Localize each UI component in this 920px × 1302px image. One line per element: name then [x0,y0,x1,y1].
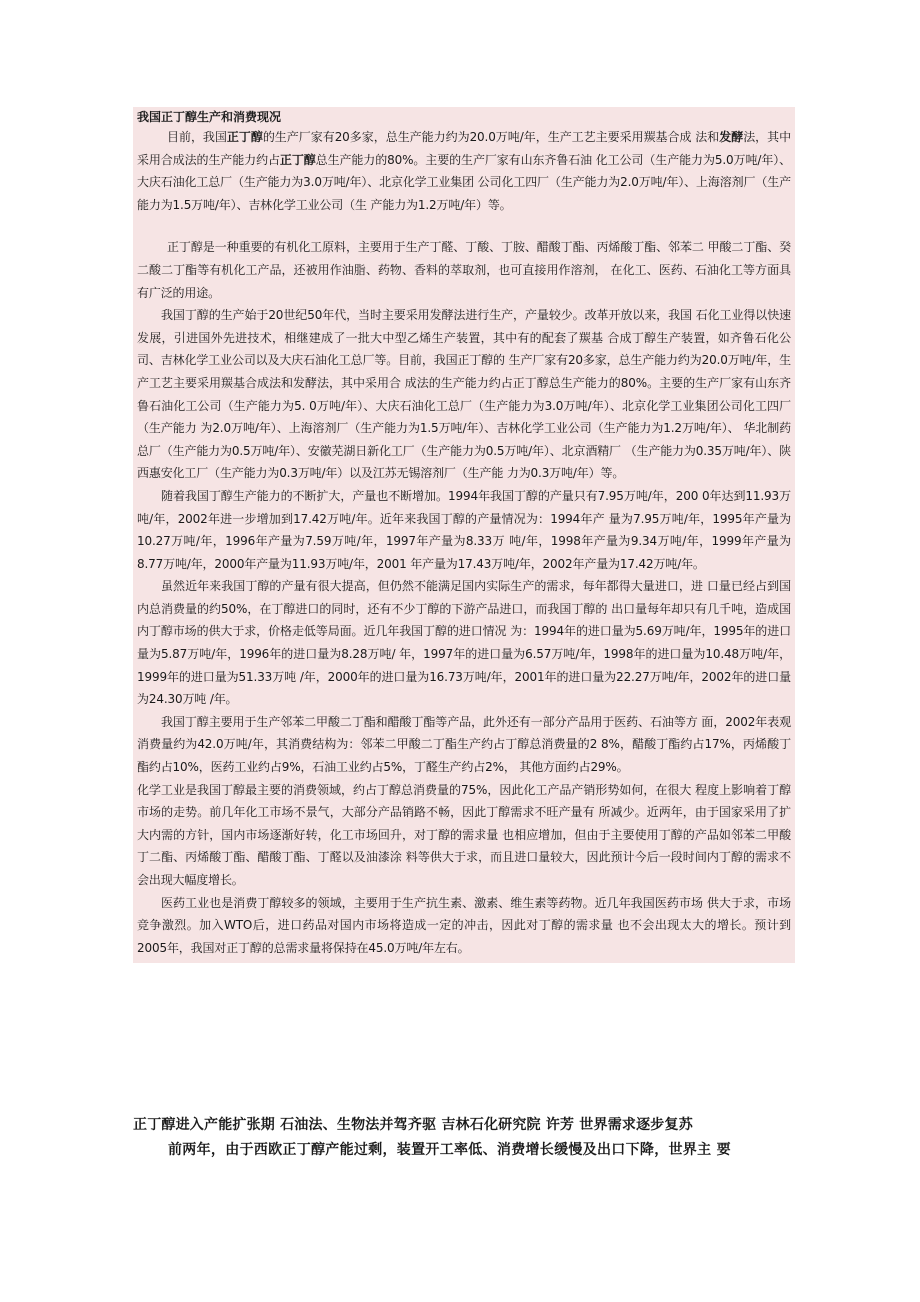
paragraph-chemical-industry: 化学工业是我国丁醇最主要的消费领域，约占丁醇总消费量的75%，因此化工产品产销形势如何，在很大 程度上影响着丁醇市场的走势。前几年化工市场不景气，大部分产品销路不畅，因此丁醇需求不旺产量有 所减少。近两年，由于国家采用了扩大内需的方针，国内市场逐渐好转，化工市场回升，对丁醇的需求量 也相应增加，但由于主要使用丁醇的产品如邻苯二甲酸丁二酯、丙烯酸丁酯、醋酸丁酯、丁醛以及油漆涂 料等供大于求，而且进口量较大，因此预计今后一段时间内丁醇的需求不会出现大幅度增长。 [137,782,791,887]
intro-paragraph: 目前，我国正丁醇的生产厂家有20多家，总生产能力约为20.0万吨/年，生产工艺主要采用羰基合成 法和发酵法，其中采用合成法的生产能力约占正丁醇总生产能力的80%。主要的生产厂家有山东齐鲁石油 化工公司（生产能力为5.0万吨/年）、大庆石油化工总厂（生产能力为3.0万吨/年）、北京化学工业集团 公司化工四厂（生产能力为2.0万吨/年）、上海溶剂厂（生产能力为1.5万吨/年）、吉林化学工业公司（生 产能力为1.2万吨/年）等。 [137,130,791,212]
section-title: 我国正丁醇生产和消费现况 [137,110,282,124]
highlighted-section [133,107,795,963]
paragraph-consumption: 我国丁醇主要用于生产邻苯二甲酸二丁酯和醋酸丁酯等产品，此外还有一部分产品用于医药、石油等方 面，2002年表观消费量约为42.0万吨/年，其消费结构为：邻苯二甲酸二丁酯生产约占丁醇总消费量的2 8%，醋酸丁酯约占17%，丙烯酸丁酯约占10%，医药工业约占9%，石油工业约占5%，丁醛生产约占2%， 其他方面约占29%。 [137,714,791,775]
paragraph-production: 随着我国丁醇生产能力的不断扩大，产量也不断增加。1994年我国丁醇的产量只有7.95万吨/年，200 0年达到11.93万吨/年，2002年进一步增加到17.42万吨/年。近年来我国丁醇的产量情况为：1994年产 量为7.95万吨/年，1995年产量为10.27万吨/年，1996年产量为7.59万吨/年，1997年产量为8.33万 吨/年，1998年产量为9.34万吨/年，1999年产量为8.77万吨/年，2000年产量为11.93万吨/年，2001 年产量为17.43万吨/年，2002年产量为17.42万吨/年。 [137,488,791,571]
document-body [133,107,795,963]
paragraph-pharma: 医药工业也是消费丁醇较多的领域，主要用于生产抗生素、激素、维生素等药物。近几年我国医药市场 供大于求，市场竞争激烈。加入WTO后，进口药品对国内市场将造成一定的冲击，因此对丁醇的需求量 也不会出现太大的增长。预计到2005年，我国对正丁醇的总需求量将保持在45.0万吨/年左右。 [137,895,791,955]
paragraph-imports: 虽然近年来我国丁醇的产量有很大提高，但仍然不能满足国内实际生产的需求，每年都得大量进口，进 口量已经占到国内总消费量的约50%，在丁醇进口的同时，还有不少丁醇的下游产品进口，而我国丁醇的 出口量每年却只有几千吨，造成国内丁醇市场的供大于求，价格走低等局面。近几年我国丁醇的进口情况 为：1994年的进口量为5.69万吨/年，1995年的进口量为5.87万吨/年，1996年的进口量为8.28万吨/ 年，1997年的进口量为6.57万吨/年，1998年的进口量为10.48万吨/年，1999年的进口量为51.33万吨 /年，2000年的进口量为16.73万吨/年，2001年的进口量为22.27万吨/年，2002年的进口量为24.30万吨 /年。 [137,579,791,707]
paragraph-history: 我国丁醇的生产始于20世纪50年代，当时主要采用发酵法进行生产，产量较少。改革开放以来，我国 石化工业得以快速发展，引进国外先进技术，相继建成了一批大中型乙烯生产装置，其中有的配套了羰基 合成丁醇生产装置，如齐鲁石化公司、吉林化学工业公司以及大庆石油化工总厂等。目前，我国正丁醇的 生产厂家有20多家，总生产能力约为20.0万吨/年，生产工艺主要采用羰基合成法和发酵法，其中采用合 成法的生产能力约占正丁醇总生产能力的80%。主要的生产厂家有山东齐鲁石油化工公司（生产能力为5. 0万吨/年）、大庆石油化工总厂（生产能力为3.0万吨/年）、北京化学工业集团公司化工四厂（生产能力 为2.0万吨/年）、上海溶剂厂（生产能力为1.5万吨/年）、吉林化学工业公司（生产能力为1.2万吨/年）、 华北制药总厂（生产能力为0.5万吨/年）、安徽芜湖日新化工厂（生产能力为0.5万吨/年）、北京酒精厂 （生产能力为0.35万吨/年）、陕西惠安化工厂（生产能力为0.3万吨/年）以及江苏无锡溶剂厂（生产能 力为0.3万吨/年）等。 [137,308,791,481]
paragraph-uses: 正丁醇是一种重要的有机化工原料，主要用于生产丁醛、丁酸、丁胺、醋酸丁酯、丙烯酸丁酯、邻苯二 甲酸二丁酯、癸二酸二丁酯等有机化工产品，还被用作油脂、药物、香料的萃取剂，也可直接用作溶剂， 在化工、医药、石油化工等方面具有广泛的用途。 [137,240,791,300]
article-heading: 正丁醇进入产能扩张期 石油法、生物法并驾齐驱 吉林石化研究院 许芳 世界需求逐步复苏 [133,1117,693,1133]
article-first-line: 前两年，由于西欧正丁醇产能过剩，装置开工率低、消费增长缓慢及出口下降，世界主 要 [168,1142,731,1158]
article-section [133,1113,793,1163]
